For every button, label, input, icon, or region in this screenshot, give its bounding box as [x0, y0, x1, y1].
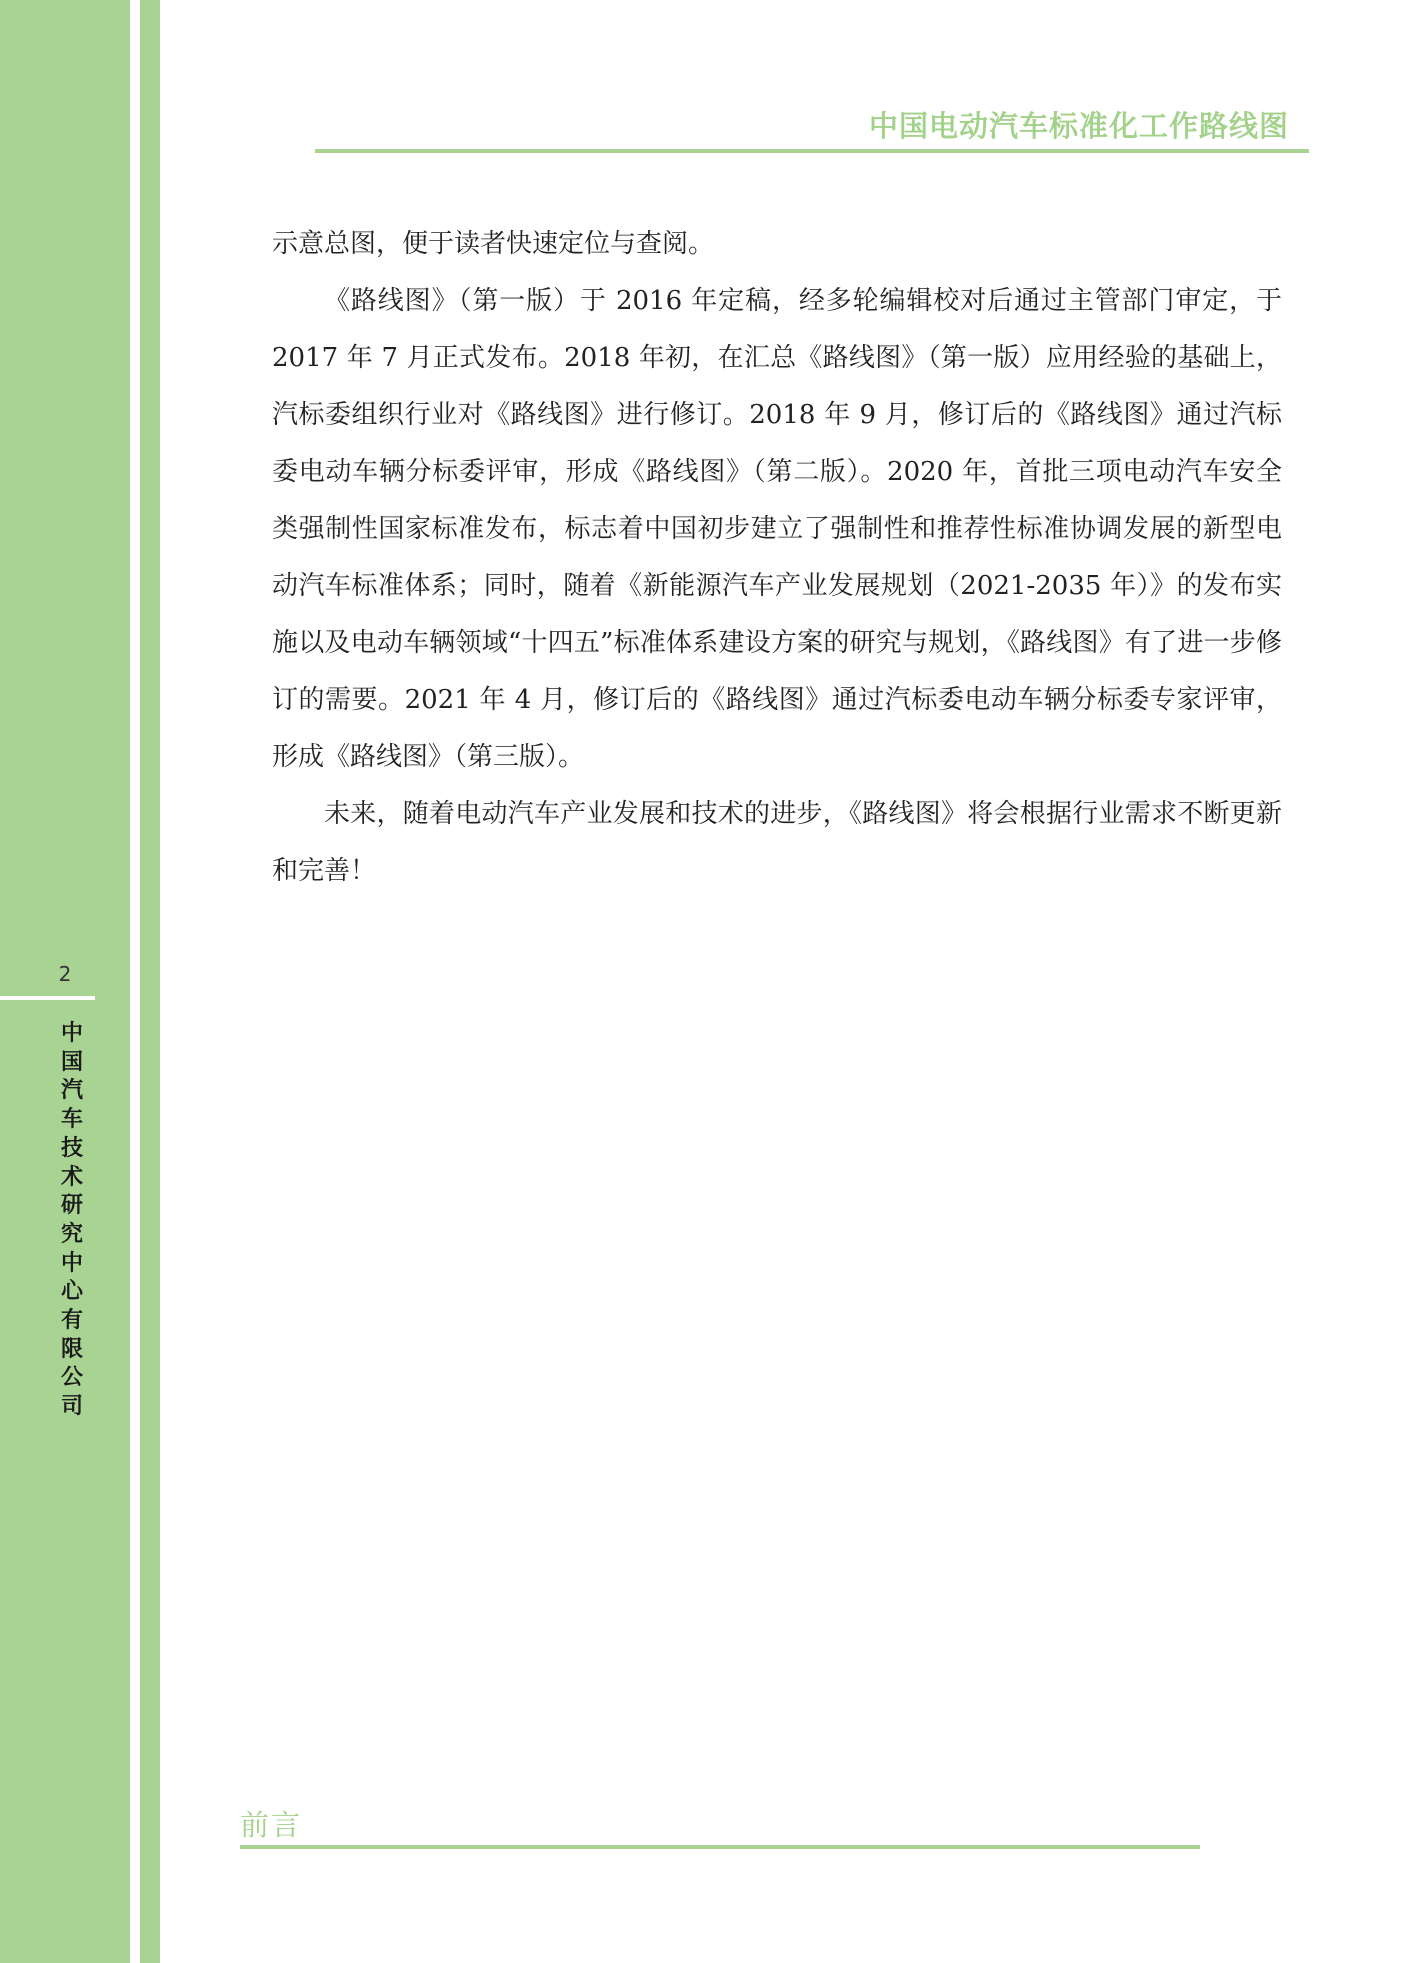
- org-char: 国: [60, 1049, 83, 1075]
- sidebar-strip: [140, 0, 160, 1963]
- org-char: 公: [60, 1365, 83, 1391]
- footer-rule: [240, 1845, 1200, 1849]
- org-char: 司: [60, 1394, 83, 1420]
- org-char: 研: [60, 1193, 83, 1219]
- paragraph: 未来，随着电动汽车产业发展和技术的进步，《路线图》将会根据行业需求不断更新和完善！: [272, 799, 1282, 886]
- org-char: 有: [60, 1308, 83, 1334]
- org-char: 心: [60, 1279, 83, 1305]
- org-char: 中: [60, 1250, 83, 1276]
- page-number-divider: [0, 996, 95, 1000]
- org-char: 汽: [60, 1078, 83, 1104]
- running-header-title: 中国电动汽车标准化工作路线图: [868, 109, 1289, 143]
- sidebar-gap: [130, 0, 140, 1963]
- paragraph: 示意总图，便于读者快速定位与查阅。: [272, 229, 715, 259]
- footer-section-title: 前言: [240, 1808, 303, 1842]
- paragraph: 《路线图》（第一版）于 2016 年定稿，经多轮编辑校对后通过主管部门审定，于 2017 年 7 月正式发布。2018 年初，在汇总《路线图》（第一版）应用经验的基础上，汽标委组织行业对《路线图》进行修订。2018 年 9 月，修订后的《路线图》通过汽标委电动车辆分标委评审，形成《路线图》（第二版）。2020 年，首批三项电动汽车安全类强制性国家标准发布，标志着中国初步建立了强制性和推荐性标准协调发展的新型电动汽车标准体系；同时，随着《新能源汽车产业发展规划（2021-2035 年）》的发布实施以及电动车辆领域“十四五”标准体系建设方案的研究与规划，《路线图》有了进一步修订的需要。2021 年 4 月，修订后的《路线图》通过汽标委电动车辆分标委专家评审，形成《路线图》（第三版）。: [272, 286, 1282, 772]
- org-char: 车: [60, 1107, 83, 1133]
- org-char: 术: [60, 1164, 83, 1190]
- header-rule: [315, 149, 1309, 153]
- org-char: 技: [60, 1135, 83, 1161]
- org-char: 限: [60, 1336, 83, 1362]
- organization-name-vertical: [52, 1020, 92, 1422]
- page-number: 2: [58, 962, 72, 986]
- body-text: [272, 216, 1282, 900]
- org-char: 中: [60, 1021, 83, 1046]
- org-char: 究: [60, 1221, 83, 1247]
